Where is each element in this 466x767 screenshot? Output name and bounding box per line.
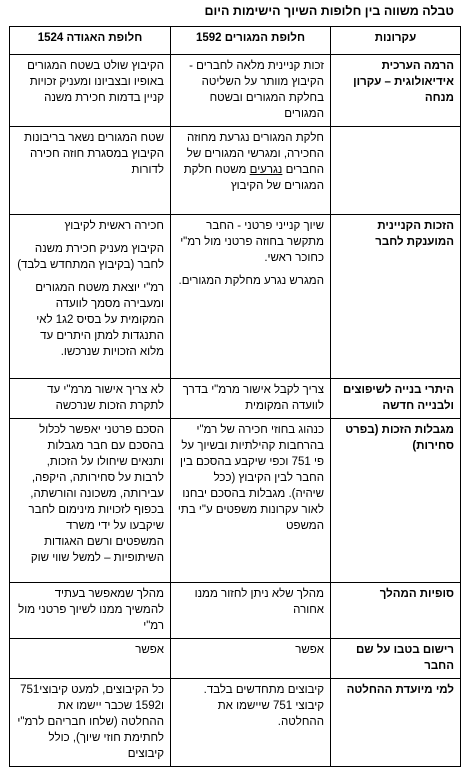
cell-paragraph: הקיבוץ שולט בשטח המגורים באופיו ובצביונו ומעניק זכויות קניין בדמות חכירת משנה xyxy=(27,60,164,104)
principle-cell: רישום בטבו על שם החבר xyxy=(331,639,461,679)
cell-paragraph: הסכם פרטני יאפשר לכלול בהסכם עם חבר מגבלות ותנאים שיחולו על הזכות, לרבות על סחירותה, היקפה, עבירותה, משכונה והורשתה, בכפוף לזכויות מינימום לחבר שיקבעו על ידי משרד המשפטים ורשם האגודות השיתופיות – למשל שווי שוק xyxy=(28,424,164,564)
cell-paragraph: לא צריך אישור מרמ"י עד לתקרת הזכות שנרכשה xyxy=(47,384,164,412)
principle-cell: הזכות הקניינית המוענקת לחבר xyxy=(331,215,461,379)
cell-paragraph: צריך לקבל אישור מרמ"י בדרך לוועדה המקומית xyxy=(182,384,324,412)
table-row xyxy=(10,639,461,679)
alt-1592-cell xyxy=(171,639,331,679)
table-row xyxy=(10,583,461,639)
alt-1592-cell xyxy=(171,419,331,583)
cell-paragraph: מהלך שלא ניתן לחזור ממנו אחורה xyxy=(194,588,324,616)
cell-paragraph: קיבוצים מתחדשים בלבד. קיבוצי 751 שיישמו את ההחלטה. xyxy=(203,684,324,728)
table-row xyxy=(10,55,461,127)
alt-1592-cell xyxy=(171,55,331,127)
cell-paragraph: חכירה ראשית לקיבוץ xyxy=(64,220,164,232)
document-title: טבלה משווה בין חלופות השיוך הישימות היום xyxy=(204,4,454,18)
alt-1592-cell xyxy=(171,215,331,379)
cell-paragraph: רמ"י יוצאת משטח המגורים ומעבירה מסמך לוועדה המקומית על בסיס 2ג1 לאי התנגדות למתן היתרים עד מלוא הזכויות שנרכשו. xyxy=(35,282,164,358)
header-alt-1524: חלופת האגודה 1524 xyxy=(10,27,171,55)
alt-1524-cell xyxy=(10,215,171,379)
alt-1524-cell xyxy=(10,583,171,639)
header-alt-1592: חלופת המגורים 1592 xyxy=(171,27,331,55)
alt-1524-cell xyxy=(10,379,171,419)
principle-cell: הרמה הערכית אידיאולוגית – עקרון מנחה xyxy=(331,55,461,127)
principle-cell: סופיות המהלך xyxy=(331,583,461,639)
table-header-row xyxy=(10,27,461,55)
cell-text: חלקת המגורים נגרעת מחוזה החכירה, ומגרשי המגורים של החברים xyxy=(186,132,324,176)
cell-paragraph: אפשר xyxy=(295,644,324,656)
underlined-text: נגרעים xyxy=(249,164,283,176)
cell-paragraph: שטח המגורים נשאר בריבונות הקיבוץ במסגרת חוזה חכירה לדורות xyxy=(24,132,164,176)
principle-cell: למי מיועדת ההחלטה xyxy=(331,679,461,767)
alt-1524-cell xyxy=(10,127,171,215)
alt-1592-cell xyxy=(171,379,331,419)
alt-1524-cell xyxy=(10,679,171,767)
cell-paragraph: כל הקיבוצים, למעט קיבוצי751 ו1592 שכבר יישמו את ההחלטה (שלחו חבריהם לרמ"י לחתימת חוזי שיוך), כולל קיבוצים xyxy=(17,684,164,760)
alt-1592-cell xyxy=(171,583,331,639)
cell-paragraph: אפשר xyxy=(135,644,164,656)
cell-paragraph: שיוך קנייני פרטני - החבר מתקשר בחוזה פרטני מול רמ"י כחוכר ראשי. xyxy=(180,220,324,264)
table-row xyxy=(10,127,461,215)
alt-1524-cell xyxy=(10,419,171,583)
header-principles: עקרונות xyxy=(331,27,461,55)
table-row xyxy=(10,419,461,583)
principle-cell: היתרי בנייה לשיפוצים ולבנייה חדשה xyxy=(331,379,461,419)
cell-paragraph: מהלך שמאפשר בעתיד להמשיך ממנו לשיוך פרטני מול רמ"י xyxy=(18,588,164,632)
alt-1592-cell xyxy=(171,679,331,767)
alt-1592-cell xyxy=(171,127,331,215)
alt-1524-cell xyxy=(10,639,171,679)
cell-paragraph xyxy=(177,130,324,194)
cell-paragraph: הקיבוץ מעניק חכירת משנה לחבר (בקיבוץ המתחדש בלבד) xyxy=(17,243,164,271)
cell-paragraph: זכות קניינית מלאה לחברים - הקיבוץ מוותר על השליטה בחלקת המגורים ובשטח המגורים xyxy=(189,60,324,120)
cell-paragraph: המגרש נגרע מחלקת המגורים. xyxy=(178,275,324,287)
principle-cell: מגבלות הזכות (בפרט סחירות) xyxy=(331,419,461,583)
cell-text: משטח חלקת המגורים של הקיבוץ xyxy=(183,164,324,192)
table-row xyxy=(10,215,461,379)
table-row xyxy=(10,379,461,419)
table-row xyxy=(10,679,461,767)
comparison-table xyxy=(9,26,461,767)
alt-1524-cell xyxy=(10,55,171,127)
cell-paragraph: כנהוג בחוזי חכירה של רמ"י בהרחבות קהילתיות ובשיוך על פי 751 וכפי שיקבע בהסכם בין החבר לבין הקיבוץ (ככל שיהיה). מגבלות בהסכם יבחנו לאור עקרונות משפטים ע"י בתי המשפט xyxy=(177,424,324,532)
principle-cell xyxy=(331,127,461,215)
